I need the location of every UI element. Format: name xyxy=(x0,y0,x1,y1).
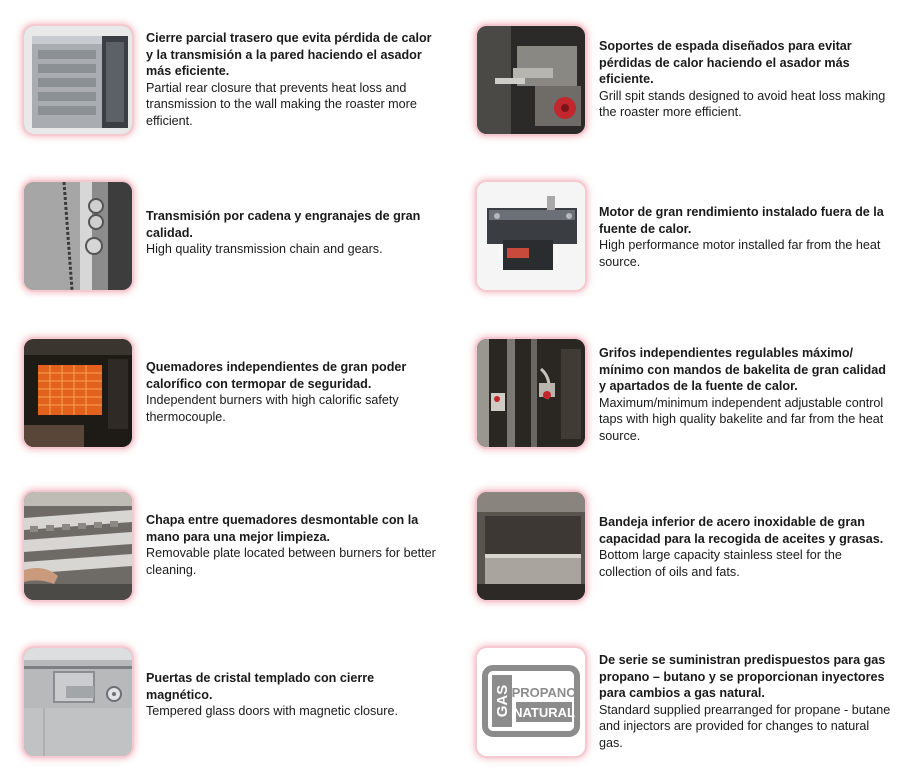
feature-title-es: Quemadores independientes de gran poder calorífico con termopar de seguridad. xyxy=(146,360,407,391)
feature-spit-stands xyxy=(477,26,909,146)
feature-burners xyxy=(24,339,464,459)
feature-title-es: Puertas de cristal templado con cierre magnético. xyxy=(146,671,375,702)
feature-title-es: Cierre parcial trasero que evita pérdida de calor y la transmisión a la pared haciendo el asador más eficiente. xyxy=(146,31,432,79)
feature-motor xyxy=(477,182,909,302)
motor-photo xyxy=(477,182,585,290)
feature-glass-doors xyxy=(24,648,464,768)
control-taps-photo xyxy=(477,339,585,447)
feature-description-en: Tempered glass doors with magnetic closure. xyxy=(146,704,398,719)
burner-photo xyxy=(24,339,132,447)
natural-badge-label: NATURAL xyxy=(513,705,575,720)
feature-title-es: Soportes de espada diseñados para evitar pérdidas de calor haciendo el asador más eficiente. xyxy=(599,39,852,87)
feature-gas-conversion xyxy=(477,648,909,768)
feature-chain-gears xyxy=(24,182,464,302)
feature-description-en: Removable plate located between burners for better cleaning. xyxy=(146,546,436,577)
spit-stands-photo xyxy=(477,26,585,134)
gas-badge-label: GAS xyxy=(494,684,511,718)
drip-tray-photo xyxy=(477,492,585,600)
feature-description-en: Partial rear closure that prevents heat loss and transmission to the wall making the roaster more efficient. xyxy=(146,80,417,128)
removable-plate-photo xyxy=(24,492,132,600)
feature-title-es: Chapa entre quemadores desmontable con la mano para una mejor limpieza. xyxy=(146,513,419,544)
feature-description-en: Grill spit stands designed to avoid heat loss making the roaster more efficient. xyxy=(599,88,886,120)
feature-removable-plate xyxy=(24,492,464,612)
feature-title-es: Grifos independientes regulables máximo/ mínimo con mandos de bakelita de gran calidad y apartados de la fuente de calor. xyxy=(599,346,886,394)
gas-propane-natural-icon xyxy=(477,648,585,756)
rear-closure-photo xyxy=(24,26,132,134)
feature-control-taps xyxy=(477,339,909,459)
feature-title-es: Motor de gran rendimiento instalado fuera de la fuente de calor. xyxy=(599,205,884,236)
chain-gears-photo xyxy=(24,182,132,290)
feature-title-es: Bandeja inferior de acero inoxidable de gran capacidad para la recogida de aceites y grasas. xyxy=(599,515,884,546)
glass-door-photo xyxy=(24,648,132,756)
feature-drip-tray xyxy=(477,492,909,612)
feature-description-en: Bottom large capacity stainless steel for the collection of oils and fats. xyxy=(599,548,842,579)
feature-rear-closure xyxy=(24,26,464,146)
feature-description-en: High performance motor installed far from the heat source. xyxy=(599,238,881,269)
feature-title-es: De serie se suministran predispuestos para gas propano – butano y se proporcionan inyectores para cambios a gas natural. xyxy=(599,653,886,701)
feature-description-en: Standard supplied prearranged for propane - butane and injectors are provided for changes to natural gas. xyxy=(599,702,891,750)
feature-description-en: Independent burners with high calorific safety thermocouple. xyxy=(146,393,399,424)
feature-description-en: Maximum/minimum independent adjustable control taps with high quality bakelite and far from the heat source. xyxy=(599,395,884,443)
feature-title-es: Transmisión por cadena y engranajes de gran calidad. xyxy=(146,209,421,240)
propano-badge-label: PROPANO xyxy=(511,685,577,700)
feature-description-en: High quality transmission chain and gears. xyxy=(146,242,383,257)
